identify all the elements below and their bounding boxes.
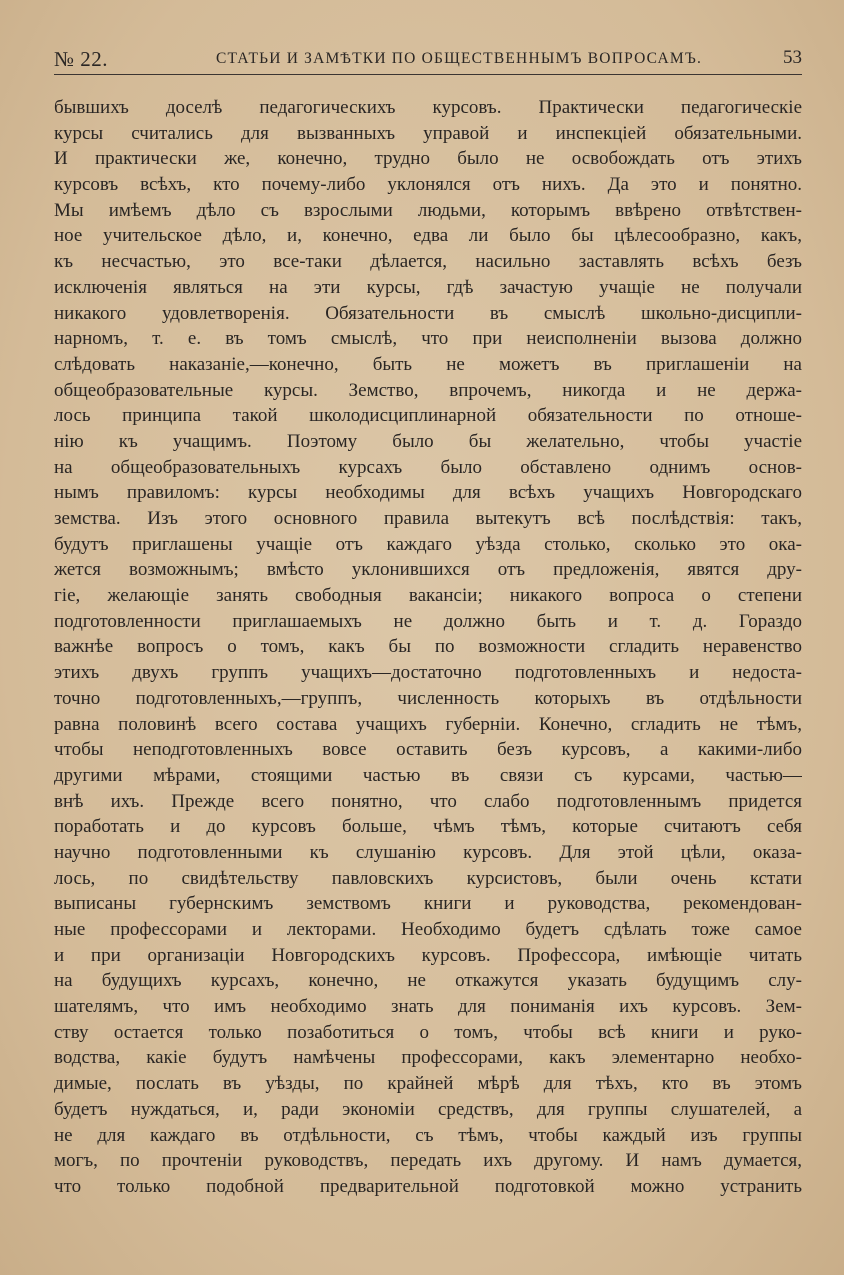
text-line: этихъ двухъ группъ учащихъ—достаточно подготовленныхъ и недоста-: [54, 662, 802, 684]
text-line: поработать и до курсовъ больше, чѣмъ тѣмъ, которые считаютъ себя: [54, 816, 802, 838]
text-line: И практически же, конечно, трудно было не освобождать отъ этихъ: [54, 148, 802, 170]
text-line: равна половинѣ всего состава учащихъ губерніи. Конечно, сгладить не тѣмъ,: [54, 713, 802, 735]
header-rule: [54, 74, 802, 75]
text-line: не для каждаго въ отдѣльности, съ тѣмъ, чтобы каждый изъ группы: [54, 1124, 802, 1146]
text-line: никакого удовлетворенія. Обязательности въ смыслѣ школьно-дисципли-: [54, 302, 802, 324]
text-line: могъ, по прочтеніи руководствъ, передать ихъ другому. И намъ думается,: [54, 1150, 802, 1172]
page-number: 53: [783, 47, 802, 68]
text-line: курсовъ всѣхъ, кто почему-либо уклонялся отъ нихъ. Да это и понятно.: [54, 174, 802, 196]
text-line: водства, какіе будутъ намѣчены профессорами, какъ элементарно необхо-: [54, 1047, 802, 1069]
text-line: и при организаціи Новгородскихъ курсовъ. Профессора, имѣющіе читать: [54, 944, 802, 966]
page-header: [54, 47, 802, 71]
text-line: димые, послать въ уѣзды, по крайней мѣрѣ для тѣхъ, кто въ этомъ: [54, 1073, 802, 1095]
text-line: Мы имѣемъ дѣло съ взрослыми людьми, которымъ ввѣрено отвѣтствен-: [54, 199, 802, 221]
text-line: нію къ учащимъ. Поэтому было бы желательно, чтобы участіе: [54, 430, 802, 452]
issue-number: № 22.: [54, 47, 109, 71]
text-line: на будущихъ курсахъ, конечно, не откажутся указать будущимъ слу-: [54, 970, 802, 992]
text-line: внѣ ихъ. Прежде всего понятно, что слабо подготовленнымъ придется: [54, 790, 802, 812]
text-line: земства. Изъ этого основного правила вытекутъ всѣ послѣдствія: такъ,: [54, 508, 802, 529]
text-line: слѣдовать наказаніе,—конечно, быть не можетъ въ приглашеніи на: [54, 353, 802, 375]
text-line: точно подготовленныхъ,—группъ, численность которыхъ въ отдѣльности: [54, 687, 802, 709]
text-line: научно подготовленными къ слушанію курсовъ. Для этой цѣли, оказа-: [54, 841, 802, 863]
text-line: будетъ нуждаться, и, ради экономіи средствъ, для группы слушателей, а: [54, 1098, 802, 1120]
text-line: къ несчастью, это все-таки дѣлается, насильно заставлять всѣхъ безъ: [54, 251, 802, 273]
text-line: лось, по свидѣтельству павловскихъ курсистовъ, были очень кстати: [54, 867, 802, 889]
text-line: нымъ правиломъ: курсы необходимы для всѣхъ учащихъ Новгородскаго: [54, 482, 802, 504]
body-text: [54, 95, 802, 1200]
text-line: исключенія являться на эти курсы, гдѣ зачастую учащіе не получали: [54, 276, 802, 298]
text-line: ное учительское дѣло, и, конечно, едва ли было бы цѣлесообразно, какъ,: [54, 225, 802, 247]
text-line: чтобы неподготовленныхъ вовсе оставить безъ курсовъ, а какими-либо: [54, 739, 802, 761]
text-line: общеобразовательные курсы. Земство, впрочемъ, никогда и не держа-: [54, 379, 802, 401]
text-line: на общеобразовательныхъ курсахъ было обставлено однимъ основ-: [54, 456, 802, 478]
text-line: шателямъ, что имъ необходимо знать для пониманія ихъ курсовъ. Зем-: [54, 996, 802, 1018]
text-line: гіе, желающіе занять свободныя вакансіи; никакого вопроса о степени: [54, 585, 802, 607]
text-line: бывшихъ доселѣ педагогическихъ курсовъ. Практически педагогическіе: [54, 97, 802, 118]
text-line: что только подобной предварительной подготовкой можно устранить: [54, 1175, 802, 1197]
text-line: подготовленности приглашаемыхъ не должно быть и т. д. Гораздо: [54, 610, 802, 632]
text-line: ству остается только позаботиться о томъ, чтобы всѣ книги и руко-: [54, 1021, 802, 1043]
text-line: другими мѣрами, стоящими частью въ связи съ курсами, частью—: [54, 764, 802, 786]
text-line: выписаны губернскимъ земствомъ книги и руководства, рекомендован-: [54, 893, 802, 915]
text-line: жется возможнымъ; вмѣсто уклонившихся отъ предложенія, явятся дру-: [54, 559, 802, 581]
text-line: ные профессорами и лекторами. Необходимо будетъ сдѣлать тоже самое: [54, 919, 802, 940]
text-line: лось принципа такой школодисциплинарной обязательности по отноше-: [54, 405, 802, 427]
text-line: важнѣе вопросъ о томъ, какъ бы по возможности сгладить неравенство: [54, 636, 802, 658]
running-title: СТАТЬИ И ЗАМѢТКИ ПО ОБЩЕСТВЕННЫМЪ ВОПРОСАМЪ.: [216, 50, 703, 67]
text-line: курсы считались для вызванныхъ управой и инспекціей обязательными.: [54, 122, 802, 144]
text-line: нарномъ, т. е. въ томъ смыслѣ, что при неисполненіи вызова должно: [54, 328, 802, 350]
text-line: будутъ приглашены учащіе отъ каждаго уѣзда столько, сколько это ока-: [54, 533, 802, 555]
